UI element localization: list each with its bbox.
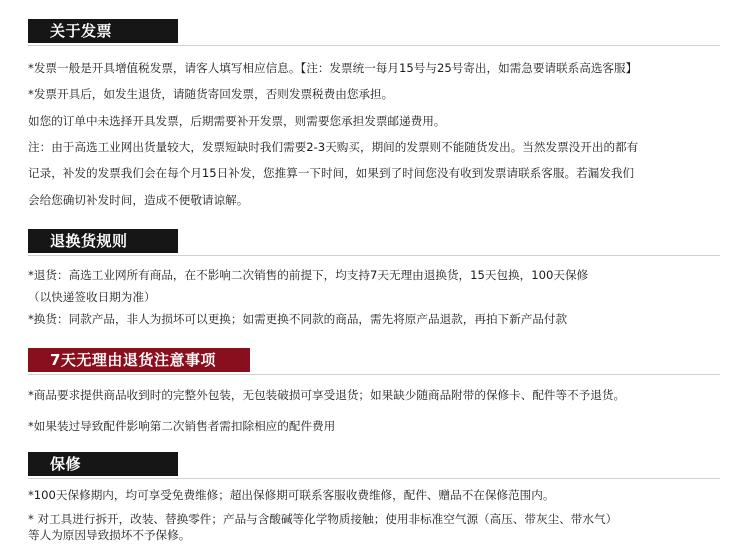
invoice-line-1: *发票一般是开具增值税发票，请客人填写相应信息。【注：发票统一每月15号与25号寄出，如需急要请联系高选客服】 [28, 61, 638, 75]
invoice-line-5: 记录，补发的发票我们会在每个月15日补发，您推算一下时间，如果到了时间您没有收到发票请联系客服。若漏发我们 [28, 166, 635, 180]
section-header-invoice [28, 19, 720, 46]
returns-line-3: *换货：同款产品，非人为损坏可以更换；如需更换不同款的商品，需先将原产品退款，再拍下新产品付款 [28, 312, 568, 326]
returns-line-1: *退货：高选工业网所有商品，在不影响二次销售的前提下，均支持7天无理由退换货，15天包换，100天保修 [28, 268, 589, 282]
section-title-returns: 退换货规则 [28, 229, 178, 253]
invoice-line-2: *发票开具后，如发生退货，请随货寄回发票，否则发票税费由您承担。 [28, 87, 394, 101]
invoice-line-6: 会给您确切补发时间，造成不便敬请谅解。 [28, 193, 249, 207]
section-title-invoice: 关于发票 [28, 19, 178, 43]
returns-line-2: （以快递签收日期为准） [28, 290, 156, 304]
invoice-line-4: 注：由于高选工业网出货量较大，发票短缺时我们需要2-3天购买，期间的发票则不能随货发出。当然发票没开出的都有 [28, 140, 639, 154]
invoice-line-3: 如您的订单中未选择开具发票，后期需要补开发票，则需要您承担发票邮递费用。 [28, 114, 446, 128]
warranty-line-1: *100天保修期内，均可享受免费维修；超出保修期可联系客服收费维修，配件、赠品不在保修范围内。 [28, 488, 555, 502]
seven-day-line-1: *商品要求提供商品收到时的完整外包装，无包装破损可享受退货；如果缺少随商品附带的保修卡、配件等不予退货。 [28, 388, 626, 402]
section-title-seven-day: 7天无理由退货注意事项 [28, 348, 250, 372]
warranty-line-2: * 对工具进行拆开，改装、替换零件；产品与含酸碱等化学物质接触；使用非标准空气源（高压、带灰尘、带水气） [28, 512, 618, 526]
warranty-line-3: 等人为原因导致损坏不予保修。 [28, 528, 191, 542]
seven-day-line-2: *如果装过导致配件影响第二次销售者需扣除相应的配件费用 [28, 419, 336, 433]
section-title-warranty: 保修 [28, 452, 178, 476]
section-header-warranty [28, 452, 720, 479]
section-header-returns [28, 229, 720, 256]
section-header-seven-day [28, 348, 720, 375]
